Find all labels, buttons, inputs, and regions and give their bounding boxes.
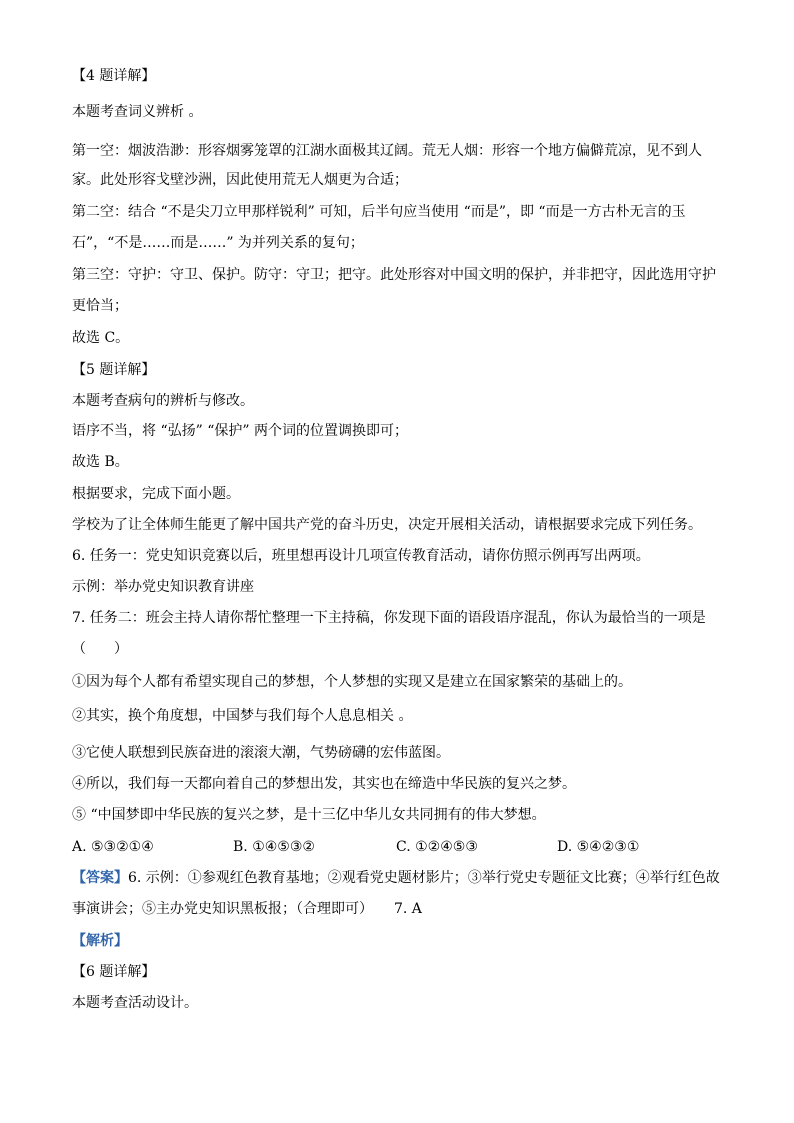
sentence-2: ②其实，换个角度想，中国梦与我们每个人息息相关 。	[72, 708, 413, 724]
sentence-3: ③它使人联想到民族奋进的滚滚大潮，气势磅礴的宏伟蓝图。	[72, 745, 450, 761]
answer-text-line1: 6. 示例：①参观红色教育基地；②观看党史题材影片；③举行党史专题征文比赛；④举行红色故	[128, 870, 720, 886]
task-context: 学校为了让全体师生能更了解中国共产党的奋斗历史，决定开展相关活动，请根据要求完成下列任务。	[72, 517, 702, 533]
answer-text-line2: 事演讲会；⑤主办党史知识黑板报；（合理即可） 7. A	[72, 901, 422, 917]
section4-intro: 本题考查词义辨析 。	[72, 104, 203, 120]
section4-p3-line1: 第三空：守护：守卫、保护。防守：守卫；把守。此处形容对中国文明的保护，并非把守，因此选用守护	[72, 267, 716, 283]
section4-p2-line2: 石”，“不是……而是……” 为并列关系的复句；	[72, 235, 364, 251]
section4-p3-line2: 更恰当；	[72, 298, 128, 314]
section5-heading: 【5 题详解】	[72, 362, 156, 378]
analysis-label: 【解析】	[72, 933, 128, 949]
section4-p1-line1: 第一空：烟波浩渺：形容烟雾笼罩的江湖水面极其辽阔。荒无人烟：形容一个地方偏僻荒凉，见不到人	[72, 143, 702, 159]
section4-p2-line1: 第二空：结合 “不是尖刀立甲那样锐利” 可知，后半句应当使用 “而是”，即 “而是一方古朴无言的玉	[72, 204, 686, 220]
sentence-1: ①因为每个人都有希望实现自己的梦想，个人梦想的实现又是建立在国家繁荣的基础上的。	[72, 674, 632, 690]
option-b: B. ①④⑤③②	[233, 839, 315, 855]
task-requirement: 根据要求，完成下面小题。	[72, 486, 240, 502]
question-7-line2: （ ）	[72, 641, 128, 657]
question-7-line1: 7. 任务二：班会主持人请你帮忙整理一下主持稿，你发现下面的语段语序混乱，你认为最恰当的一项是	[72, 610, 706, 626]
section4-answer: 故选 C。	[72, 330, 130, 346]
question-6: 6. 任务一：党史知识竞赛以后，班里想再设计几项宣传教育活动，请你仿照示例再写出两项。	[72, 548, 650, 564]
section6-intro: 本题考查活动设计。	[72, 995, 198, 1011]
sentence-5: ⑤ “中国梦即中华民族的复兴之梦，是十三亿中华儿女共同拥有的伟大梦想。	[72, 807, 546, 823]
section5-intro: 本题考查病句的辨析与修改。	[72, 393, 254, 409]
section5-answer: 故选 B。	[72, 454, 129, 470]
option-a: A. ⑤③②①④	[72, 839, 154, 855]
section6-heading: 【6 题详解】	[72, 964, 156, 980]
answer-line1	[72, 869, 720, 887]
section4-heading: 【4 题详解】	[72, 68, 156, 84]
section5-line1: 语序不当，将 “弘扬” “保护” 两个词的位置调换即可；	[72, 423, 408, 439]
option-d: D. ⑤④②③①	[557, 839, 640, 855]
section4-p1-line2: 家。此处形容戈壁沙洲，因此使用荒无人烟更为合适；	[72, 172, 408, 188]
sentence-4: ④所以，我们每一天都向着自己的梦想出发，其实也在缔造中华民族的复兴之梦。	[72, 776, 576, 792]
question-6-example: 示例：举办党史知识教育讲座	[72, 579, 254, 595]
option-c: C. ①②④⑤③	[396, 839, 478, 855]
answer-label: 【答案】	[72, 870, 128, 886]
